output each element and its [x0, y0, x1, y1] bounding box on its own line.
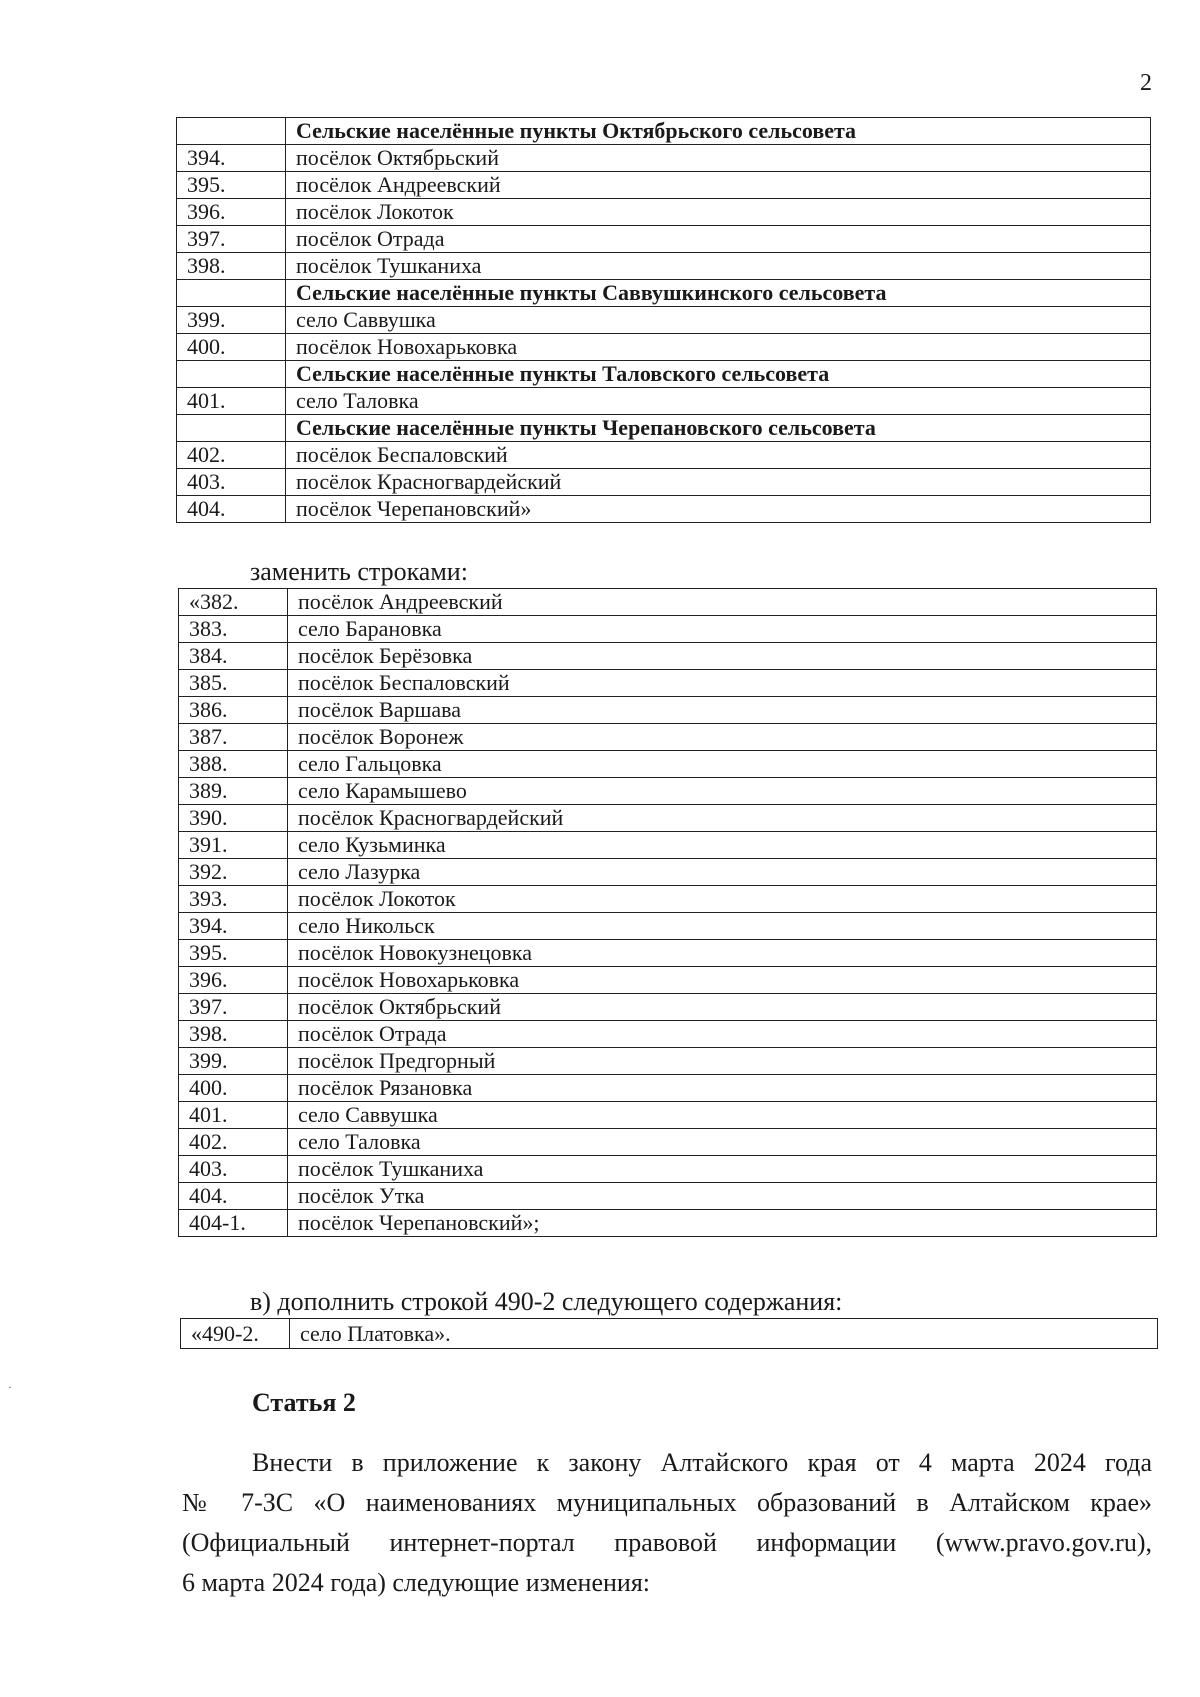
row-number: 390.	[179, 805, 288, 832]
row-number	[177, 415, 286, 442]
table-row	[179, 616, 1157, 643]
table-row	[179, 967, 1157, 994]
table-row	[179, 1210, 1157, 1237]
table-row	[179, 697, 1157, 724]
section-header-row	[177, 280, 1151, 307]
section-title: Сельские населённые пункты Черепановского сельсовета	[286, 415, 1151, 442]
table-row	[177, 442, 1151, 469]
table-row	[179, 1156, 1157, 1183]
paragraph-line: (Официальный интернет-портал правовой информации (www.pravo.gov.ru),	[182, 1528, 1152, 1557]
table-row	[179, 1129, 1157, 1156]
settlement-name: село Платовка».	[290, 1319, 1158, 1349]
settlement-name: посёлок Черепановский»;	[288, 1210, 1157, 1237]
settlement-name: посёлок Локоток	[288, 886, 1157, 913]
row-number: 404.	[179, 1183, 288, 1210]
table-row	[177, 226, 1151, 253]
settlement-name: посёлок Предгорный	[288, 1048, 1157, 1075]
settlement-name: посёлок Новокузнецовка	[288, 940, 1157, 967]
section-header-row	[177, 118, 1151, 145]
table-row	[177, 388, 1151, 415]
settlement-name: село Карамышево	[288, 778, 1157, 805]
table-row	[177, 172, 1151, 199]
settlement-name: село Барановка	[288, 616, 1157, 643]
settlement-name: посёлок Рязановка	[288, 1075, 1157, 1102]
row-number: 386.	[179, 697, 288, 724]
row-number: 400.	[177, 334, 286, 361]
row-number: 385.	[179, 670, 288, 697]
settlement-name: село Саввушка	[288, 1102, 1157, 1129]
settlement-name: село Гальцовка	[288, 751, 1157, 778]
table-row	[179, 724, 1157, 751]
settlement-name: посёлок Локоток	[286, 199, 1151, 226]
settlement-name: село Таловка	[288, 1129, 1157, 1156]
settlement-name: посёлок Октябрьский	[288, 994, 1157, 1021]
table-row	[179, 994, 1157, 1021]
settlements-table-original	[176, 117, 1151, 523]
settlement-name: село Кузьминка	[288, 832, 1157, 859]
table-row	[179, 913, 1157, 940]
row-number: 392.	[179, 859, 288, 886]
settlement-name: посёлок Воронеж	[288, 724, 1157, 751]
settlement-name: село Саввушка	[286, 307, 1151, 334]
table-row	[179, 1075, 1157, 1102]
row-number: 402.	[177, 442, 286, 469]
settlements-table-addition	[180, 1318, 1158, 1349]
addition-instruction: в) дополнить строкой 490-2 следующего содержания:	[250, 1287, 843, 1316]
table-row	[179, 1183, 1157, 1210]
table-row	[179, 751, 1157, 778]
row-number: 394.	[177, 145, 286, 172]
row-number: 396.	[179, 967, 288, 994]
table-row	[179, 778, 1157, 805]
row-number: 388.	[179, 751, 288, 778]
section-title: Сельские населённые пункты Октябрьского сельсовета	[286, 118, 1151, 145]
row-number: 398.	[177, 253, 286, 280]
table-row	[179, 1021, 1157, 1048]
table-row	[179, 589, 1157, 616]
table-row	[177, 334, 1151, 361]
row-number: 399.	[179, 1048, 288, 1075]
section-header-row	[177, 361, 1151, 388]
table-row	[179, 643, 1157, 670]
settlement-name: посёлок Октябрьский	[286, 145, 1151, 172]
row-number: «382.	[179, 589, 288, 616]
row-number: 387.	[179, 724, 288, 751]
settlement-name: посёлок Андреевский	[288, 589, 1157, 616]
table-row	[179, 859, 1157, 886]
paragraph-line: 6 марта 2024 года) следующие изменения:	[182, 1568, 650, 1597]
settlement-name: посёлок Черепановский»	[286, 496, 1151, 523]
row-number: 393.	[179, 886, 288, 913]
row-number: 401.	[179, 1102, 288, 1129]
row-number: 384.	[179, 643, 288, 670]
row-number	[177, 280, 286, 307]
row-number: 391.	[179, 832, 288, 859]
table-row	[179, 1102, 1157, 1129]
row-number: 402.	[179, 1129, 288, 1156]
settlement-name: посёлок Красногвардейский	[288, 805, 1157, 832]
replace-instruction: заменить строками:	[250, 557, 468, 586]
row-number: 399.	[177, 307, 286, 334]
table-row	[177, 496, 1151, 523]
settlement-name: село Таловка	[286, 388, 1151, 415]
row-number: 403.	[177, 469, 286, 496]
row-number: 400.	[179, 1075, 288, 1102]
table-row	[177, 253, 1151, 280]
row-number: 396.	[177, 199, 286, 226]
table-row	[179, 1048, 1157, 1075]
table-row	[179, 670, 1157, 697]
section-title: Сельские населённые пункты Саввушкинского сельсовета	[286, 280, 1151, 307]
settlements-table-replacement	[178, 588, 1157, 1237]
page-number: 2	[1140, 70, 1152, 96]
settlement-name: село Лазурка	[288, 859, 1157, 886]
table-row	[177, 469, 1151, 496]
settlement-name: посёлок Андреевский	[286, 172, 1151, 199]
table-row	[177, 307, 1151, 334]
row-number: 403.	[179, 1156, 288, 1183]
paragraph-line: № 7-ЗС «О наименованиях муниципальных образований в Алтайском крае»	[182, 1488, 1152, 1517]
row-number: 389.	[179, 778, 288, 805]
table-row	[179, 832, 1157, 859]
table-row	[179, 940, 1157, 967]
paragraph-line: Внести в приложение к закону Алтайского края от 4 марта 2024 года	[252, 1448, 1152, 1477]
row-number: 398.	[179, 1021, 288, 1048]
settlement-name: посёлок Берёзовка	[288, 643, 1157, 670]
section-header-row	[177, 415, 1151, 442]
row-number: «490-2.	[181, 1319, 290, 1349]
settlement-name: посёлок Отрада	[286, 226, 1151, 253]
row-number: 404.	[177, 496, 286, 523]
settlement-name: посёлок Отрада	[288, 1021, 1157, 1048]
settlement-name: посёлок Красногвардейский	[286, 469, 1151, 496]
row-number: 404-1.	[179, 1210, 288, 1237]
row-number: 383.	[179, 616, 288, 643]
settlement-name: село Никольск	[288, 913, 1157, 940]
row-number: 395.	[177, 172, 286, 199]
row-number	[177, 361, 286, 388]
settlement-name: посёлок Беспаловский	[286, 442, 1151, 469]
row-number	[177, 118, 286, 145]
article-heading: Статья 2	[252, 1388, 356, 1417]
row-number: 397.	[179, 994, 288, 1021]
row-number: 397.	[177, 226, 286, 253]
settlement-name: посёлок Утка	[288, 1183, 1157, 1210]
margin-mark: ·	[8, 1380, 12, 1394]
row-number: 401.	[177, 388, 286, 415]
row-number: 395.	[179, 940, 288, 967]
settlement-name: посёлок Новохарьковка	[288, 967, 1157, 994]
table-row	[181, 1319, 1158, 1349]
row-number: 394.	[179, 913, 288, 940]
table-row	[179, 805, 1157, 832]
table-row	[177, 145, 1151, 172]
table-row	[179, 886, 1157, 913]
settlement-name: посёлок Тушканиха	[288, 1156, 1157, 1183]
settlement-name: посёлок Новохарьковка	[286, 334, 1151, 361]
settlement-name: посёлок Беспаловский	[288, 670, 1157, 697]
settlement-name: посёлок Тушканиха	[286, 253, 1151, 280]
section-title: Сельские населённые пункты Таловского сельсовета	[286, 361, 1151, 388]
table-row	[177, 199, 1151, 226]
settlement-name: посёлок Варшава	[288, 697, 1157, 724]
